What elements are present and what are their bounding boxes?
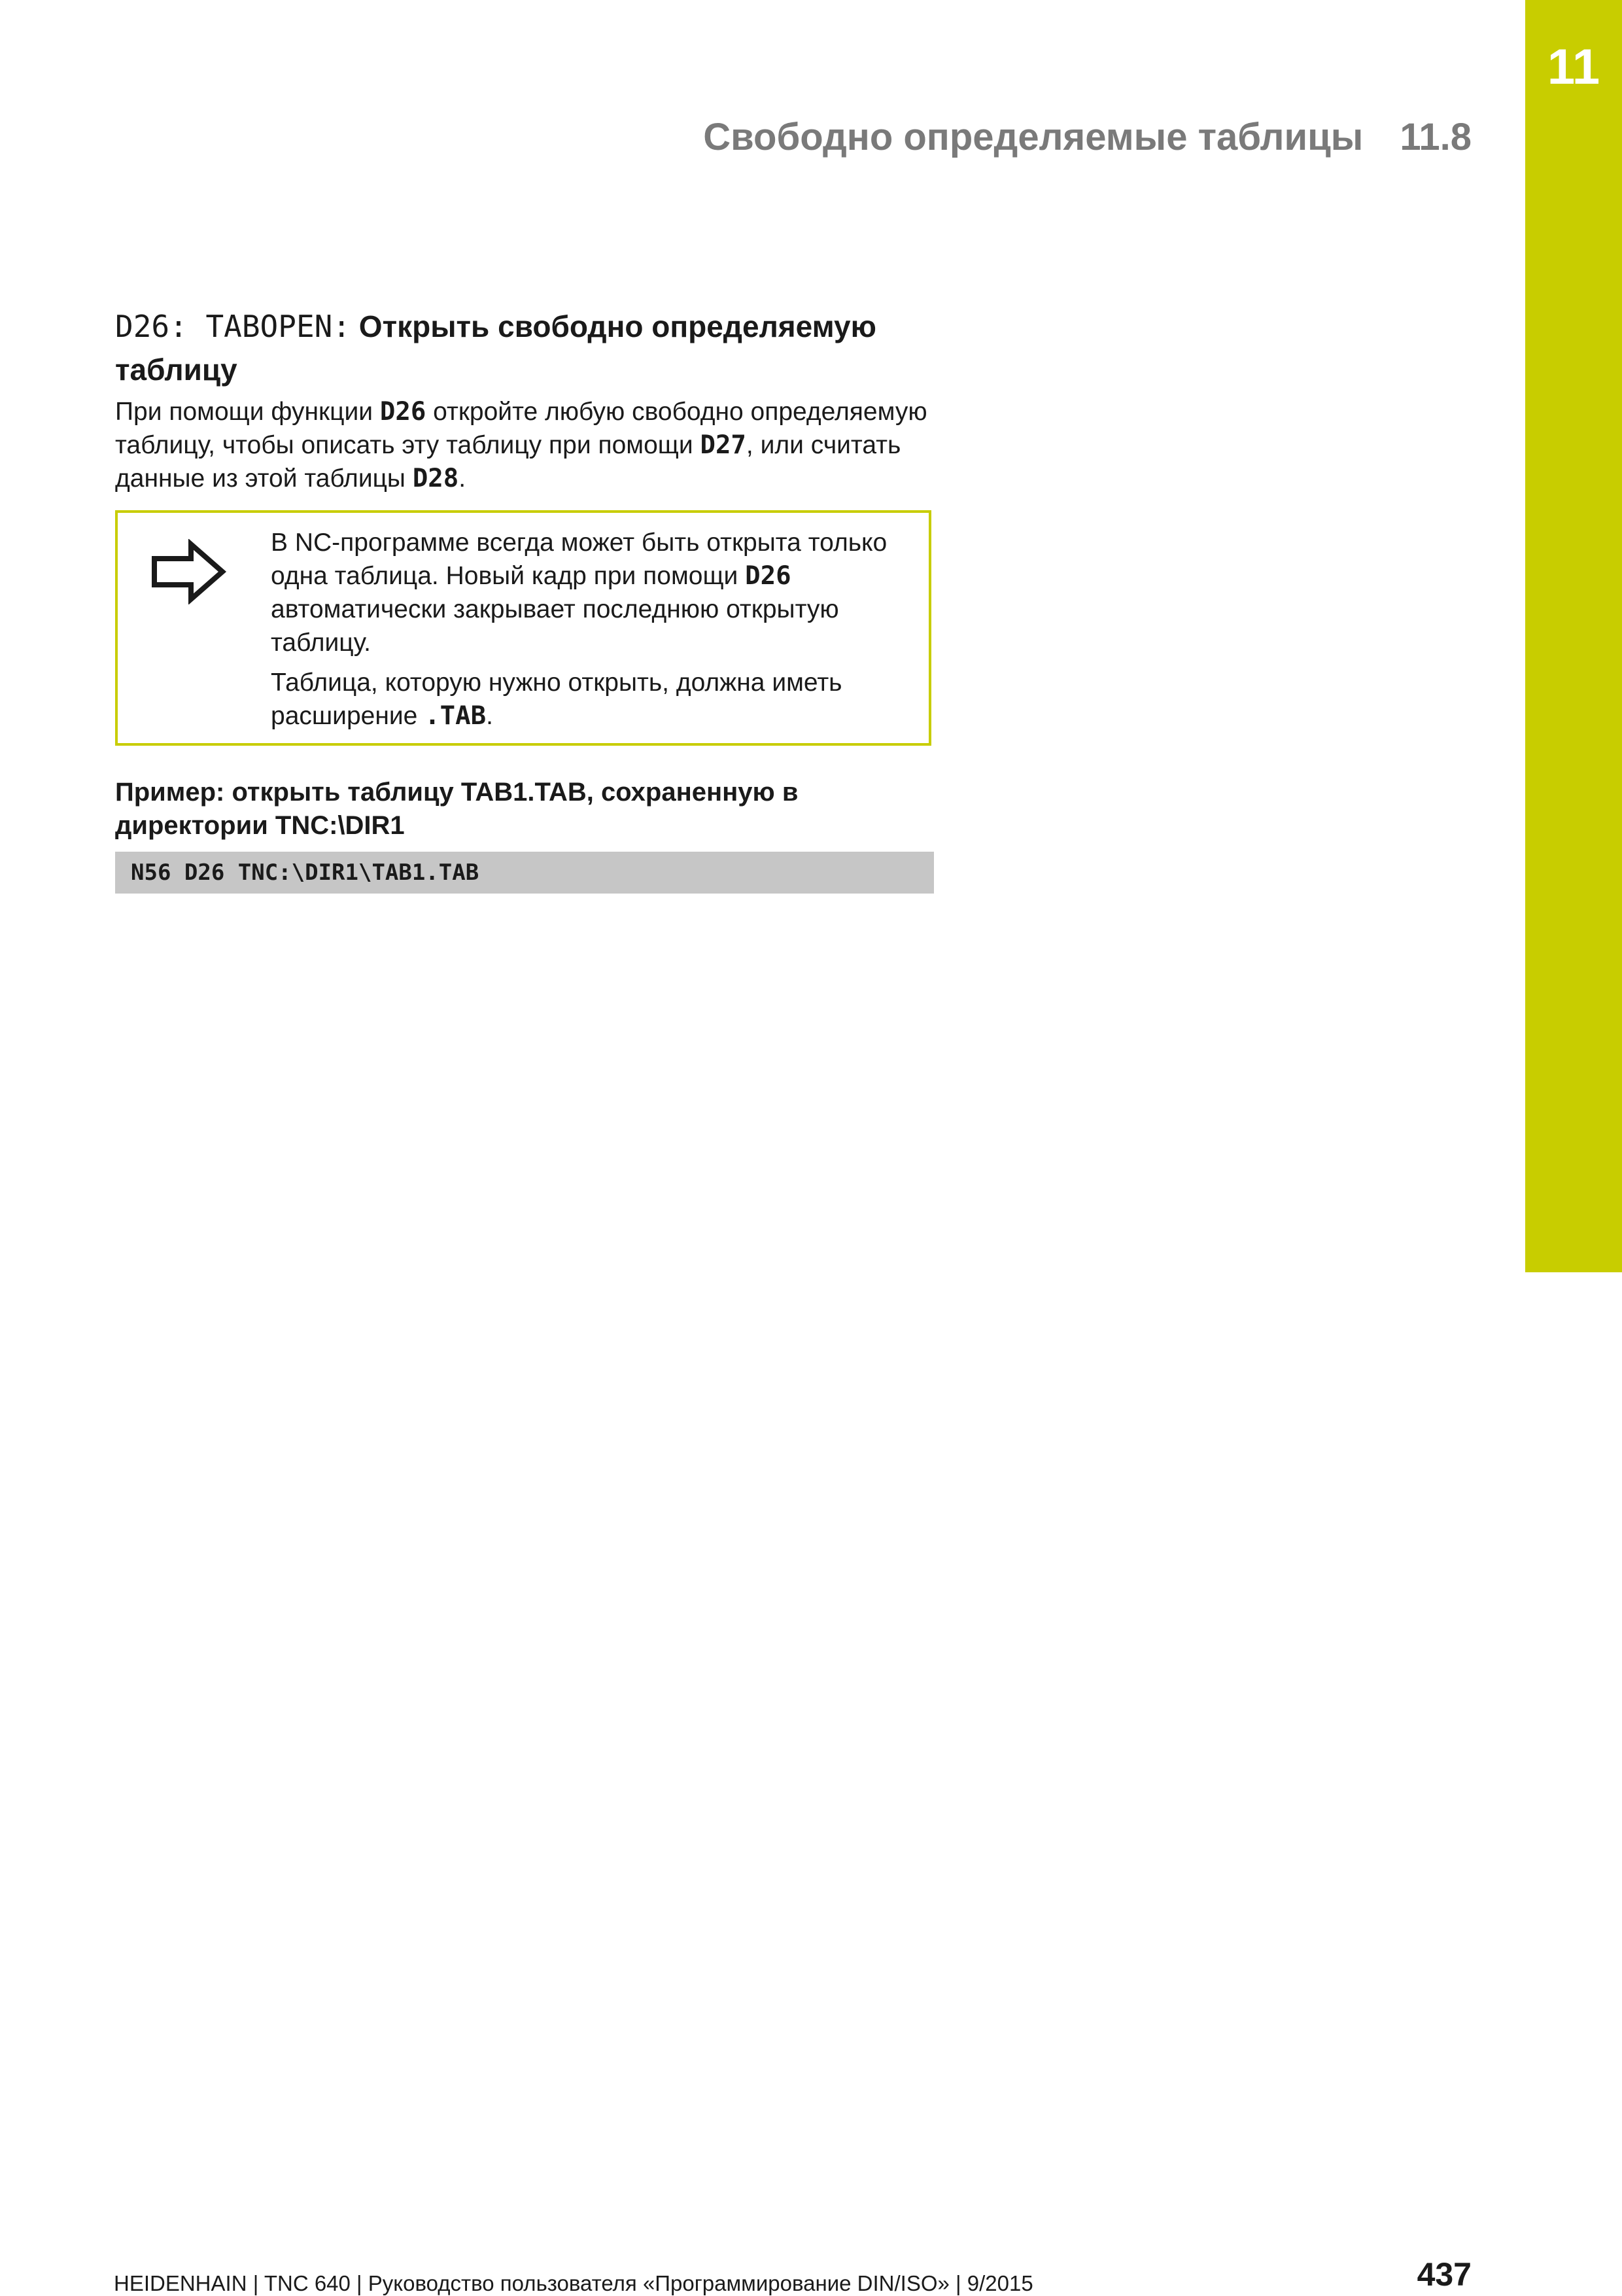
intro-text: . bbox=[458, 464, 466, 493]
note-text bbox=[271, 526, 918, 739]
intro-text: , или считать данные из этой таблицы bbox=[115, 431, 901, 493]
code-tab-extension: .TAB bbox=[424, 701, 487, 731]
example-title: Пример: открыть таблицу TAB1.TAB, сохраненную в директории TNC:\DIR1 bbox=[115, 778, 799, 840]
note-text-part: Таблица, которую нужно открыть, должна иметь расширение bbox=[271, 669, 842, 730]
note-text-part: автоматически закрывает последнюю открытую таблицу. bbox=[271, 595, 839, 657]
code-d28: D28 bbox=[412, 464, 459, 493]
code-d26: D26 bbox=[379, 397, 426, 426]
running-header bbox=[703, 115, 1472, 159]
page-number: 437 bbox=[1417, 2256, 1472, 2293]
intro-paragraph bbox=[115, 395, 939, 495]
intro-text: откройте любую свободно определяемую таблицу, чтобы описать эту таблицу при помощи bbox=[115, 398, 927, 459]
code-example: N56 D26 TNC:\DIR1\TAB1.TAB bbox=[115, 852, 934, 894]
code-d26: D26 bbox=[745, 561, 791, 591]
header-section-number: 11.8 bbox=[1400, 116, 1472, 158]
section-heading bbox=[115, 305, 952, 391]
header-title: Свободно определяемые таблицы bbox=[703, 116, 1364, 158]
chapter-number: 11 bbox=[1547, 39, 1600, 95]
note-paragraph bbox=[271, 666, 918, 733]
chapter-tab bbox=[1525, 0, 1622, 1272]
code-d27: D27 bbox=[700, 430, 746, 460]
footer-text: HEIDENHAIN | TNC 640 | Руководство пользователя «Программирование DIN/ISO» | 9/2015 bbox=[114, 2271, 1033, 2295]
note-box bbox=[115, 510, 931, 746]
note-text-part: . bbox=[486, 702, 493, 730]
heading-text-line2: таблицу bbox=[115, 353, 237, 387]
note-paragraph bbox=[271, 526, 918, 659]
heading-code: D26: TABOPEN: bbox=[115, 309, 351, 344]
heading-text: Открыть свободно определяемую bbox=[351, 309, 876, 343]
arrow-right-icon bbox=[149, 539, 228, 604]
note-text-part: В NC-программе всегда может быть открыта только одна таблица. Новый кадр при помощи bbox=[271, 529, 888, 590]
intro-text: При помощи функции bbox=[115, 398, 380, 426]
